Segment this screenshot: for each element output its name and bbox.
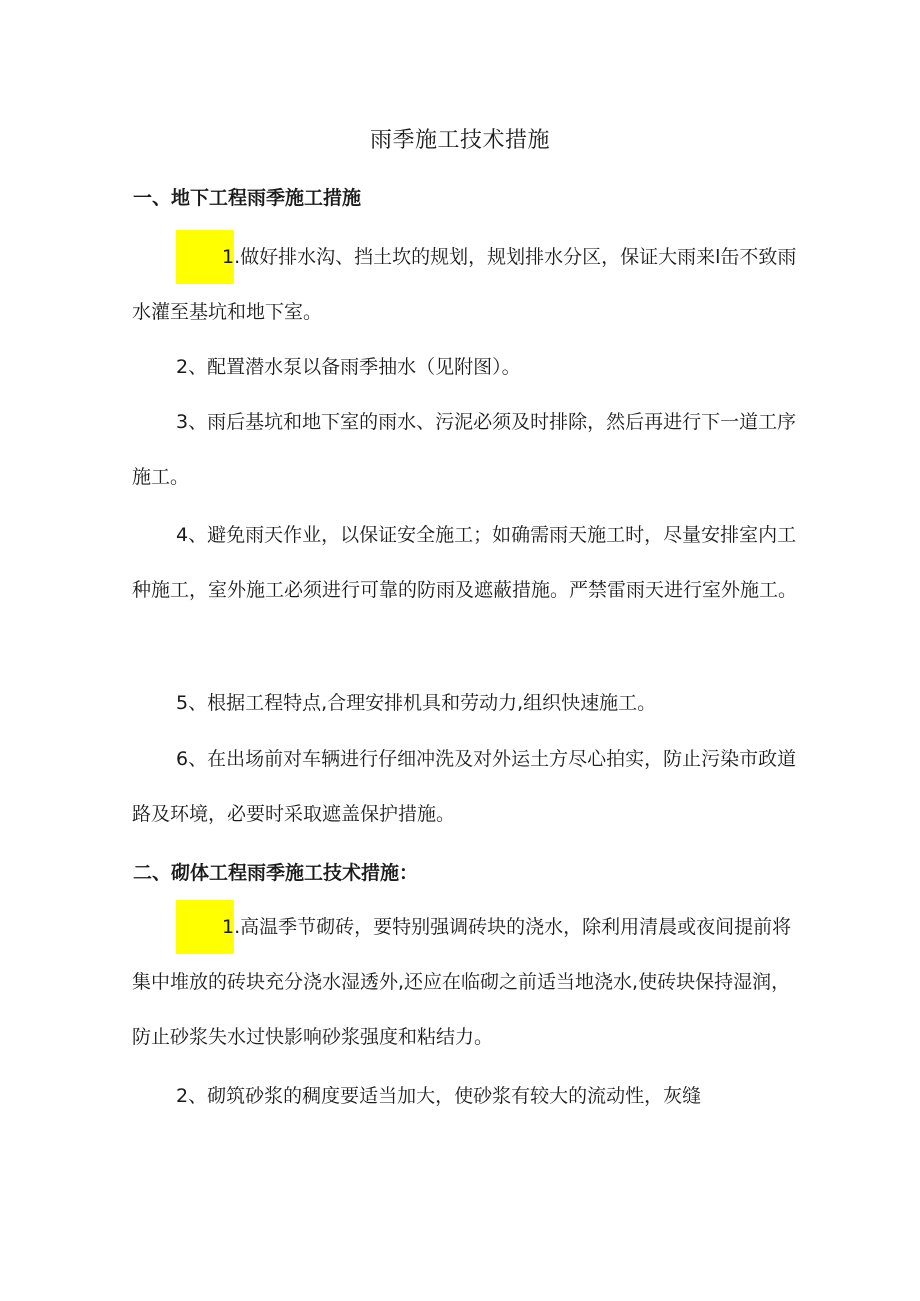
paragraph-text: .做好排水沟、挡土坎的规划，规划排水分区，保证大雨来l缶不致雨水灌至基坑和地下室。 <box>132 246 797 323</box>
paragraph-text: .高温季节砌砖，要特别强调砖块的浇水，除利用清晨或夜间提前将集中堆放的砖块充分浇水湿透外,还应在临砌之前适当地浇水,使砖块保持湿润，防止砂浆失水过快影响砂浆强度和粘结力。 <box>132 916 792 1048</box>
paragraph-underground-6: 6、在出场前对车辆进行仔细冲洗及对外运土方尽心拍实，防止污染市政道路及环境，必要时采取遮盖保护措施。 <box>132 748 797 825</box>
paragraph-underground-1 <box>132 230 797 340</box>
highlighted-item-number: 1 <box>176 230 234 284</box>
paragraph-masonry-2: 2、砌筑砂浆的稠度要适当加大，使砂浆有较大的流动性，灰缝 <box>176 1085 702 1107</box>
document-title: 雨季施工技术措施 <box>369 128 550 153</box>
section-heading-underground: 一、地下工程雨季施工措施 <box>133 187 362 209</box>
section-heading-masonry: 二、砌体工程雨季施工技术措施： <box>133 862 419 884</box>
paragraph-underground-3: 3、雨后基坑和地下室的雨水、污泥必须及时排除，然后再进行下一道工序施工。 <box>132 411 797 488</box>
paragraph-underground-2: 2、配置潜水泵以备雨季抽水（见附图）。 <box>176 356 521 378</box>
paragraph-underground-4: 4、避免雨天作业，以保证安全施工；如确需雨天施工时，尽量安排室内工种施工，室外施工必须进行可靠的防雨及遮蔽措施。严禁雷雨天进行室外施工。 <box>132 524 798 601</box>
paragraph-masonry-1 <box>132 900 797 1065</box>
paragraph-underground-5: 5、根据工程特点,合理安排机具和劳动力,组织快速施工。 <box>176 692 657 714</box>
highlighted-item-number: 1 <box>176 900 234 954</box>
